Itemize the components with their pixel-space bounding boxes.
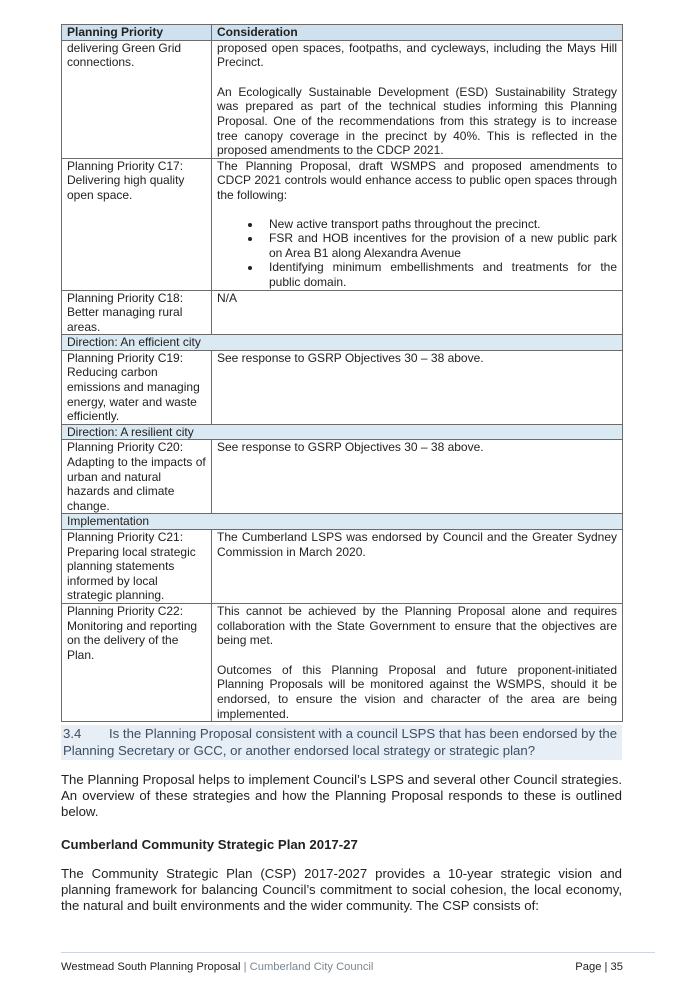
- table-row: [62, 603, 623, 721]
- csp-subheading: Cumberland Community Strategic Plan 2017-27: [61, 837, 358, 852]
- table-row: [62, 290, 623, 335]
- consideration-cell: [212, 530, 623, 604]
- footer-organisation: Cumberland City Council: [249, 961, 374, 973]
- consideration-bullet-list: [217, 217, 617, 290]
- priority-cell: Planning Priority C19: Reducing carbon emissions and managing energy, water and waste efficiently.: [62, 350, 212, 424]
- direction-row: [62, 514, 623, 530]
- priority-cell: delivering Green Grid connections.: [62, 40, 212, 158]
- footer-divider: [61, 952, 655, 953]
- priority-cell: Planning Priority C20: Adapting to the impacts of urban and natural hazards and climate change.: [62, 440, 212, 514]
- table-header-row: [62, 25, 623, 41]
- list-item: • FSR and HOB incentives for the provision of a new public park on Area B1 along Alexandra Avenue: [262, 231, 617, 260]
- consideration-cell: [212, 40, 623, 158]
- consideration-text: The Cumberland LSPS was endorsed by Council and the Greater Sydney Commission in March 2020.: [217, 530, 617, 559]
- direction-label: Direction: A resilient city: [62, 424, 623, 440]
- consideration-text: Outcomes of this Planning Proposal and future proponent-initiated Planning Proposals will be monitored against the WSMPS, should it be endorsed, to ensure the vision and character of the area are being implemented.: [217, 662, 617, 721]
- direction-row: [62, 335, 623, 351]
- direction-label: Direction: An efficient city: [62, 335, 623, 351]
- section-heading-3-4: [61, 725, 622, 760]
- priority-cell: Planning Priority C22: Monitoring and reporting on the delivery of the Plan.: [62, 603, 212, 721]
- consideration-cell: [212, 603, 623, 721]
- priority-cell: Planning Priority C18: Better managing rural areas.: [62, 290, 212, 335]
- table-row: [62, 440, 623, 514]
- consideration-text: An Ecologically Sustainable Development (ESD) Sustainability Strategy was prepared as part of the technical studies informing this Planning Proposal. One of the recommendations from this strategy is to increase tree canopy coverage in the precinct by 40%. This is reflected in the proposed amendments to the CDCP 2021.: [217, 84, 617, 158]
- list-item: • Identifying minimum embellishments and treatments for the public domain.: [262, 260, 617, 289]
- priority-cell: Planning Priority C17: Delivering high quality open space.: [62, 158, 212, 290]
- consideration-text: See response to GSRP Objectives 30 – 38 above.: [217, 440, 484, 455]
- footer-page-number: Page | 35: [575, 961, 623, 973]
- consideration-cell: [212, 158, 623, 290]
- priority-cell: Planning Priority C21: Preparing local strategic planning statements informed by local strategic planning.: [62, 530, 212, 604]
- table-row: [62, 350, 623, 424]
- footer-doc-title: Westmead South Planning Proposal: [61, 961, 241, 973]
- consideration-cell: [212, 350, 623, 424]
- section-question: Is the Planning Proposal consistent with a council LSPS that has been endorsed by the Planning Secretary or GCC, or another endorsed local strategy or strategic plan?: [63, 726, 618, 758]
- consideration-cell: [212, 440, 623, 514]
- table-row: [62, 530, 623, 604]
- direction-label: Implementation: [62, 514, 623, 530]
- table-row: [62, 40, 623, 158]
- intro-paragraph: The Planning Proposal helps to implement Council’s LSPS and several other Council strategies. An overview of these strategies and how the Planning Proposal responds to these is outlined below.: [61, 772, 622, 819]
- consideration-cell: [212, 290, 623, 335]
- section-number: 3.4: [63, 726, 82, 741]
- footer-separator: |: [243, 961, 247, 973]
- footer-document-title: [61, 961, 373, 973]
- consideration-text: proposed open spaces, footpaths, and cycleways, including the Mays Hill Precinct.: [217, 40, 617, 70]
- consideration-text: See response to GSRP Objectives 30 – 38 above.: [217, 350, 484, 365]
- direction-row: [62, 424, 623, 440]
- consideration-text: The Planning Proposal, draft WSMPS and proposed amendments to CDCP 2021 controls would enhance access to public open spaces through the following:: [217, 158, 617, 202]
- header-consideration: Consideration: [212, 25, 623, 41]
- table-row: [62, 158, 623, 290]
- planning-priorities-table: [61, 24, 623, 722]
- consideration-text: N/A: [217, 290, 238, 305]
- csp-paragraph: The Community Strategic Plan (CSP) 2017-2027 provides a 10-year strategic vision and planning framework for balancing Council’s commitment to social cohesion, the local economy, the natural and built environments and the wider community. The CSP consists of:: [61, 866, 622, 913]
- header-planning-priority: Planning Priority: [62, 25, 212, 41]
- consideration-text: This cannot be achieved by the Planning Proposal alone and requires collaboration with the State Government to ensure that the objectives are being met.: [217, 603, 617, 648]
- list-item: • New active transport paths throughout the precinct.: [262, 217, 617, 232]
